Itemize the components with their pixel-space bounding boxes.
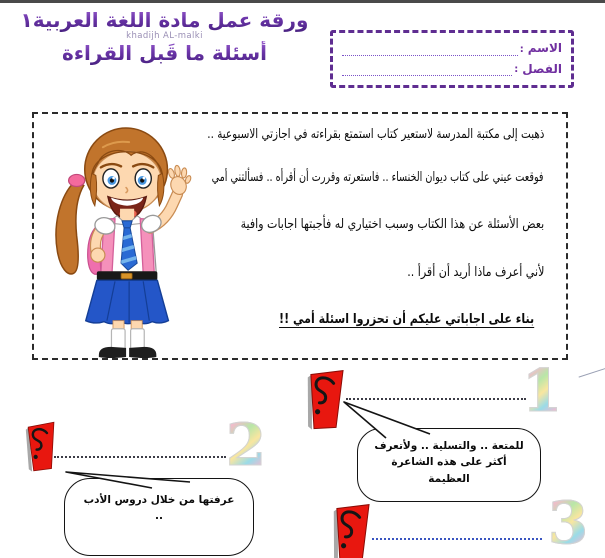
author-credit: khadijh AL-malki — [126, 31, 203, 41]
question-1-bubble-text: للمتعة .. والتسلية .. ولأتعرف أكثر على هذه الشاعرة العظيمة — [374, 440, 524, 485]
speech-bubble-tail — [56, 450, 206, 492]
stray-mark — [579, 367, 605, 377]
class-label: الفصل — [522, 61, 562, 76]
class-row — [342, 63, 562, 76]
name-fill-line[interactable] — [342, 43, 518, 56]
question-2-number: 2 — [218, 416, 274, 474]
page-title: ورقة عمل مادة اللغة العربية١ — [20, 8, 309, 32]
story-line-4: لأني أعرف ماذا أريد أن أقرأ .. — [406, 265, 544, 280]
story-box — [32, 112, 568, 360]
student-info-box — [330, 30, 574, 88]
class-separator: : — [514, 63, 519, 75]
question-1-number: 1 — [521, 357, 563, 425]
story-instruction-underlined: بناء على اجاباتي عليكم أن تحزروا اسئلة أمي !! — [278, 312, 534, 327]
name-separator: : — [519, 43, 524, 55]
class-fill-line[interactable] — [342, 63, 512, 76]
header — [12, 8, 317, 66]
question-mark-icon — [23, 419, 59, 474]
name-label: الاسم — [527, 41, 562, 56]
speech-bubble-tail — [336, 398, 436, 442]
story-line-2: فوقعت عيني على كتاب ديوان الخنساء .. فاستعرته وقررت أن أقرأه .. فسألتني أمي — [212, 170, 544, 185]
name-row — [342, 42, 562, 55]
question-mark-icon — [328, 501, 374, 558]
waving-schoolgirl-illustration — [40, 123, 192, 360]
question-3-number: 3 — [540, 494, 596, 552]
page-subtitle: أسئلة ما قَبل القراءة — [62, 41, 267, 65]
story-line-1: ذهبت إلى مكتبة المدرسة لاستعير كتاب استمتع بقراءته في اجازتي الاسبوعية .. — [206, 127, 544, 142]
question-3-answer-line[interactable] — [372, 519, 542, 540]
question-1-answer-line[interactable] — [346, 379, 526, 400]
question-2-bubble-text: عرفتها من خلال دروس الأدب .. — [83, 494, 235, 523]
top-border-bar — [0, 0, 605, 3]
story-line-3: بعض الأسئلة عن هذا الكتاب وسبب اختياري له فأجبتها اجابات وافية — [240, 217, 544, 232]
